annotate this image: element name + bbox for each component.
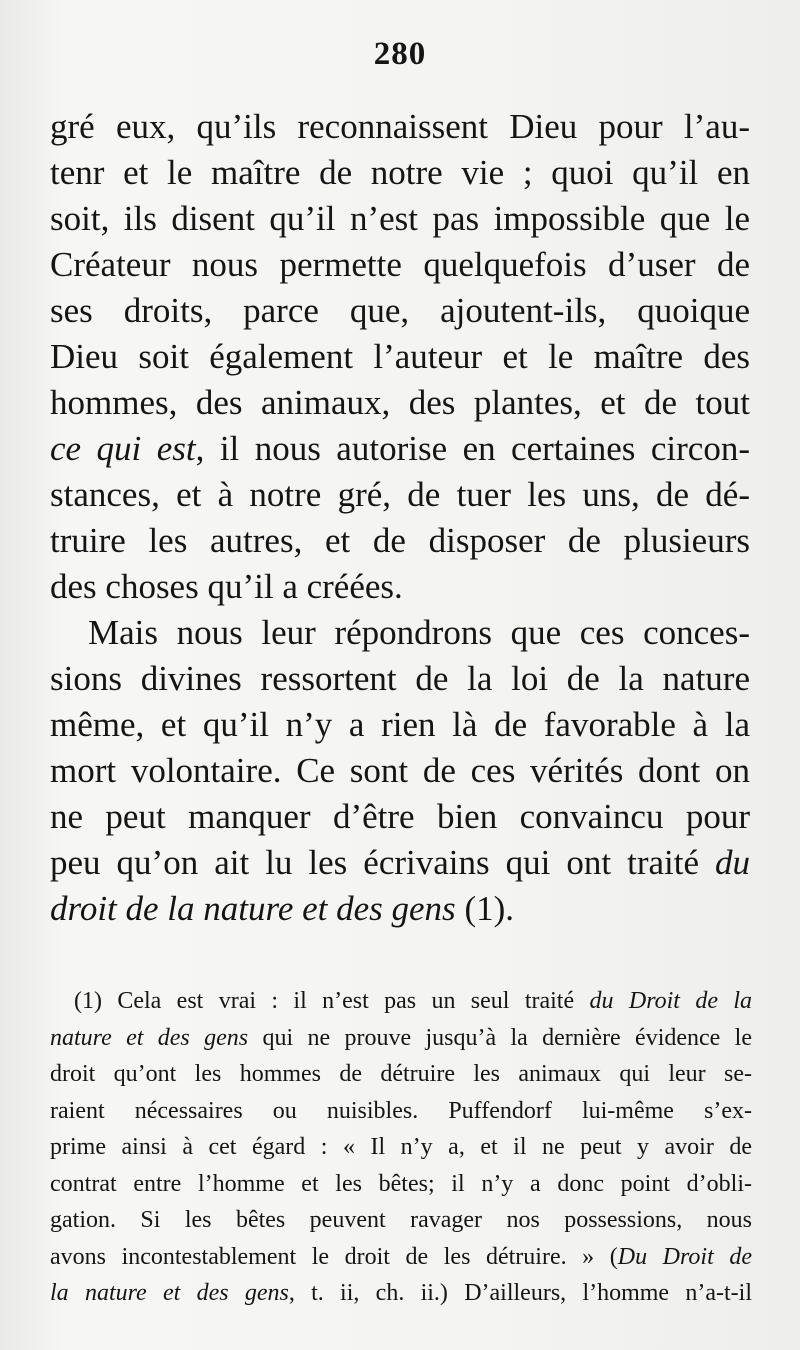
main-text — [50, 104, 750, 932]
text-line: droit de la nature et des gens (1). — [50, 889, 514, 928]
footnote-line: gation. Si les bêtes peuvent ravager nos possessions, nous — [50, 1207, 752, 1233]
footnote-line: (1) Cela est vrai : il n’est pas un seul traité du Droit de la — [74, 988, 753, 1014]
text-line: ce qui est, il nous autorise en certaines circon- — [50, 429, 750, 468]
text-line: Mais nous leur répondrons que ces conces- — [88, 613, 750, 652]
page-number: 280 — [373, 36, 427, 72]
footnote-line: avons incontestablement le droit de les détruire. » (Du Droit de — [50, 1243, 752, 1270]
text-line: sions divines ressortent de la loi de la nature — [50, 659, 750, 698]
text-line: truire les autres, et de disposer de plusieurs — [50, 521, 750, 560]
text-line: peu qu’on ait lu les écrivains qui ont traité du — [50, 843, 750, 882]
text-line: des choses qu’il a créées. — [50, 567, 403, 606]
text-line: Créateur nous permette quelquefois d’user de — [50, 245, 750, 284]
footnote — [50, 983, 752, 1312]
text-line: ne peut manquer d’être bien convaincu pour — [50, 797, 750, 836]
text-line: Dieu soit également l’auteur et le maître des — [50, 337, 750, 376]
footnote-line: droit qu’ont les hommes de détruire les animaux qui leur se- — [50, 1061, 752, 1087]
footnote-line: prime ainsi à cet égard : « Il n’y a, et il ne peut y avoir de — [50, 1134, 752, 1160]
footnote-line: nature et des gens qui ne prouve jusqu’à la dernière évidence le — [50, 1024, 752, 1051]
text-line: tenr et le maître de notre vie ; quoi qu’il en — [50, 153, 750, 192]
text-line: même, et qu’il n’y a rien là de favorable à la — [50, 705, 750, 744]
text-line: mort volontaire. Ce sont de ces vérités dont on — [50, 751, 750, 790]
text-line: ses droits, parce que, ajoutent-ils, quoique — [50, 291, 750, 330]
footnote-line: contrat entre l’homme et les bêtes; il n’y a donc point d’obli- — [50, 1170, 752, 1197]
text-line: gré eux, qu’ils reconnaissent Dieu pour l’au- — [50, 107, 750, 146]
footnote-line: raient nécessaires ou nuisibles. Puffendorf lui-même s’ex- — [50, 1097, 752, 1124]
text-line: soit, ils disent qu’il n’est pas impossible que le — [50, 199, 750, 238]
text-line: stances, et à notre gré, de tuer les uns, de dé- — [50, 475, 750, 514]
footnote-line: la nature et des gens, t. ii, ch. ii.) D’ailleurs, l’homme n’a-t-il — [50, 1280, 752, 1306]
text-line: hommes, des animaux, des plantes, et de tout — [50, 383, 750, 422]
